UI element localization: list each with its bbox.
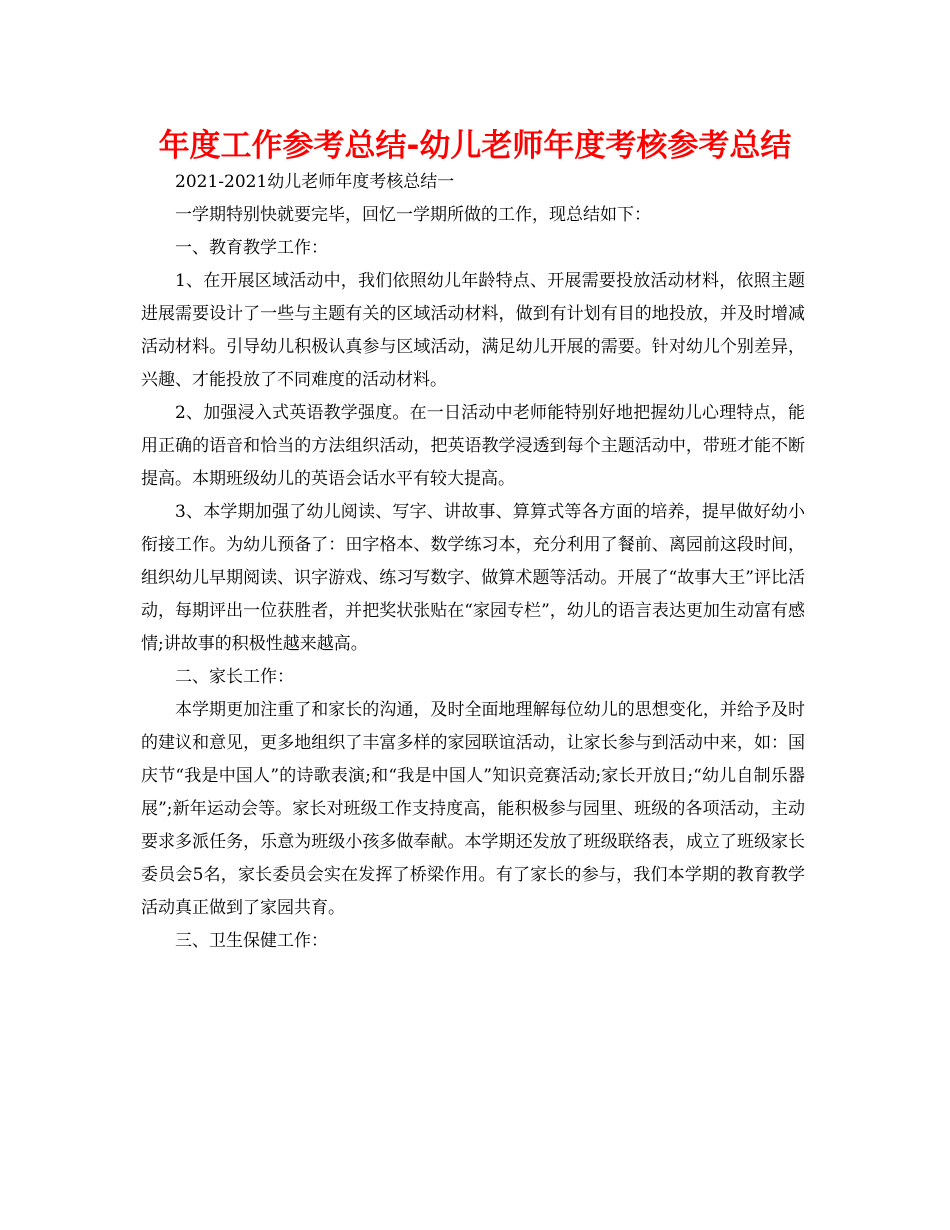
paragraph-teaching-2: 2、加强浸入式英语教学强度。在一日活动中老师能特别好地把握幼儿心理特点，能用正确的语音和恰当的方法组织活动，把英语教学浸透到每个主题活动中，带班才能不断提高。本期班级幼儿的英语会话水平有较大提高。: [141, 403, 805, 489]
document-body: [141, 166, 805, 958]
intro-paragraph: 一学期特别快就要完毕，回忆一学期所做的工作，现总结如下：: [175, 205, 651, 225]
paragraph-teaching-3: 3、本学期加强了幼儿阅读、写字、讲故事、算算式等各方面的培养，提早做好幼小衔接工作。为幼儿预备了：田字格本、数学练习本，充分利用了餐前、离园前这段时间，组织幼儿早期阅读、识字游戏、练习写数字、做算术题等活动。开展了“故事大王”评比活动，每期评出一位获胜者，并把奖状张贴在“家园专栏”，幼儿的语言表达更加生动富有感情;讲故事的积极性越来越高。: [141, 502, 805, 654]
section-heading-health: 三、卫生保健工作：: [175, 931, 328, 951]
document-title: 年度工作参考总结-幼儿老师年度考核参考总结: [158, 128, 792, 164]
paragraph-teaching-1: 1、在开展区域活动中，我们依照幼儿年龄特点、开展需要投放活动材料，依照主题进展需要设计了一些与主题有关的区域活动材料，做到有计划有目的地投放，并及时增减活动材料。引导幼儿积极认真参与区域活动，满足幼儿开展的需要。针对幼儿个别差异，兴趣、才能投放了不同难度的活动材料。: [141, 271, 805, 390]
paragraph-parents: 本学期更加注重了和家长的沟通，及时全面地理解每位幼儿的思想变化，并给予及时的建议和意见，更多地组织了丰富多样的家园联谊活动，让家长参与到活动中来，如：国庆节“我是中国人”的诗歌表演;和“我是中国人”知识竞赛活动;家长开放日;“幼儿自制乐器展”;新年运动会等。家长对班级工作支持度高，能积极参与园里、班级的各项活动，主动要求多派任务，乐意为班级小孩多做奉献。本学期还发放了班级联络表，成立了班级家长委员会5名，家长委员会实在发挥了桥梁作用。有了家长的参与，我们本学期的教育教学活动真正做到了家园共育。: [141, 700, 805, 918]
section-heading-parents: 二、家长工作：: [175, 667, 294, 687]
subtitle-paragraph: 2021-2021幼儿老师年度考核总结一: [175, 172, 455, 192]
section-heading-teaching: 一、教育教学工作：: [175, 238, 328, 258]
